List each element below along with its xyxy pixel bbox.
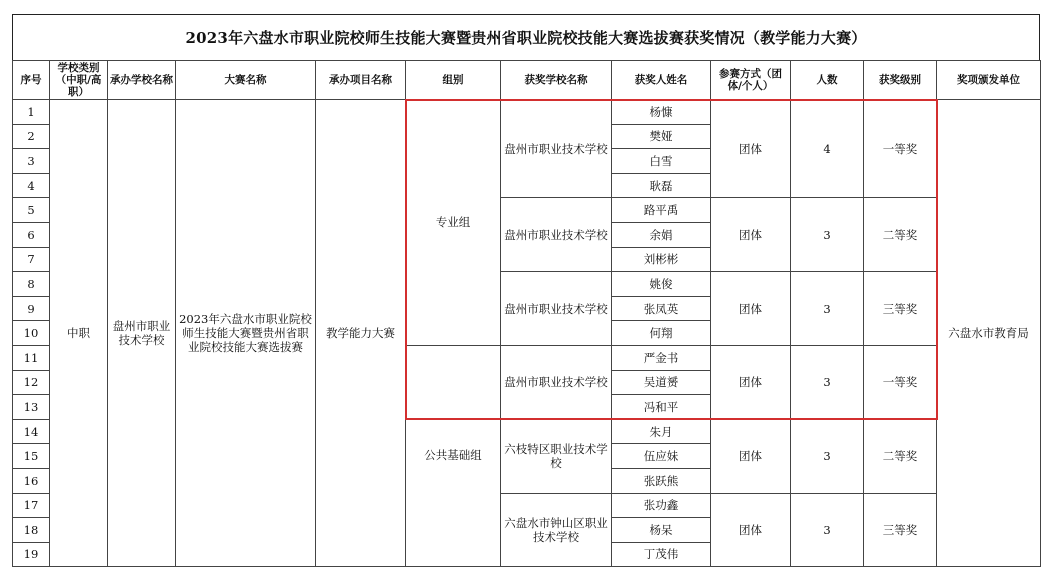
award-table: [12, 60, 1041, 567]
document-title: 2023年六盘水市职业院校师生技能大赛暨贵州省职业院校技能大赛选拔赛获奖情况（教学能力大赛）: [12, 14, 1040, 60]
entry-mode-cell: 团体: [711, 345, 791, 419]
header-winner-school: 获奖学校名称: [501, 61, 612, 100]
header-issuer: 奖项颁发单位: [937, 61, 1041, 100]
header-school-type: 学校类别（中职/高职）: [50, 61, 108, 100]
row-number: 2: [13, 124, 50, 149]
entry-mode-cell: 团体: [711, 100, 791, 198]
group-cell-general: 公共基础组: [406, 419, 501, 567]
entry-mode-cell: 团体: [711, 272, 791, 346]
winner-school-cell: 盘州市职业技术学校: [501, 100, 612, 198]
header-seq: 序号: [13, 61, 50, 100]
winner-name-cell: 杨呆: [612, 518, 711, 543]
row-number: 14: [13, 419, 50, 444]
winner-name-cell: 严金书: [612, 345, 711, 370]
winner-name-cell: 路平禹: [612, 198, 711, 223]
winner-school-cell: 盘州市职业技术学校: [501, 198, 612, 272]
winner-name-cell: 朱月: [612, 419, 711, 444]
entry-mode-cell: 团体: [711, 493, 791, 567]
winner-name-cell: 余娟: [612, 222, 711, 247]
winner-school-cell: 盘州市职业技术学校: [501, 272, 612, 346]
table-header: [13, 61, 1041, 100]
header-entry-mode: 参赛方式（团体/个人）: [711, 61, 791, 100]
winner-name-cell: 伍应妹: [612, 444, 711, 469]
winner-name-cell: 张功鑫: [612, 493, 711, 518]
header-winner-name: 获奖人姓名: [612, 61, 711, 100]
entry-mode-cell: 团体: [711, 198, 791, 272]
winner-name-cell: 刘彬彬: [612, 247, 711, 272]
award-document: [12, 14, 1040, 567]
award-level-cell: 二等奖: [864, 419, 937, 493]
winner-name-cell: 冯和平: [612, 395, 711, 420]
winner-name-cell: 姚俊: [612, 272, 711, 297]
winner-school-cell: 六枝特区职业技术学校: [501, 419, 612, 493]
award-level-cell: 一等奖: [864, 345, 937, 419]
award-level-cell: 三等奖: [864, 493, 937, 567]
row-number: 1: [13, 100, 50, 125]
count-cell: 3: [791, 345, 864, 419]
winner-name-cell: 樊娅: [612, 124, 711, 149]
header-contest-name: 大赛名称: [176, 61, 316, 100]
winner-school-cell: 盘州市职业技术学校: [501, 345, 612, 419]
group-cell-professional: 专业组: [406, 100, 501, 346]
winner-name-cell: 耿磊: [612, 173, 711, 198]
count-cell: 3: [791, 198, 864, 272]
issuer-cell: 六盘水市教育局: [937, 100, 1041, 567]
winner-name-cell: 杨慷: [612, 100, 711, 125]
contest-name-cell: 2023年六盘水市职业院校师生技能大赛暨贵州省职业院校技能大赛选拔赛: [176, 100, 316, 567]
winner-school-cell: 六盘水市钟山区职业技术学校: [501, 493, 612, 567]
winner-name-cell: 白雪: [612, 149, 711, 174]
row-number: 3: [13, 149, 50, 174]
count-cell: 3: [791, 493, 864, 567]
header-count: 人数: [791, 61, 864, 100]
award-level-cell: 一等奖: [864, 100, 937, 198]
winner-name-cell: 丁茂伟: [612, 542, 711, 567]
school-type-cell: 中职: [50, 100, 108, 567]
count-cell: 4: [791, 100, 864, 198]
row-number: 5: [13, 198, 50, 223]
row-number: 12: [13, 370, 50, 395]
table-body: [13, 100, 1041, 567]
row-number: 4: [13, 173, 50, 198]
winner-name-cell: 张跃熊: [612, 468, 711, 493]
group-cell-empty: [406, 345, 501, 419]
count-cell: 3: [791, 419, 864, 493]
header-group: 组别: [406, 61, 501, 100]
row-number: 6: [13, 222, 50, 247]
entry-mode-cell: 团体: [711, 419, 791, 493]
winner-name-cell: 吴道赟: [612, 370, 711, 395]
row-number: 18: [13, 518, 50, 543]
count-cell: 3: [791, 272, 864, 346]
row-number: 7: [13, 247, 50, 272]
row-number: 13: [13, 395, 50, 420]
row-number: 8: [13, 272, 50, 297]
award-level-cell: 三等奖: [864, 272, 937, 346]
row-number: 17: [13, 493, 50, 518]
header-host-school: 承办学校名称: [108, 61, 176, 100]
winner-name-cell: 张凤英: [612, 296, 711, 321]
header-award-level: 获奖级别: [864, 61, 937, 100]
row-number: 9: [13, 296, 50, 321]
winner-name-cell: 何翔: [612, 321, 711, 346]
header-project-name: 承办项目名称: [316, 61, 406, 100]
row-number: 15: [13, 444, 50, 469]
table-row: [13, 100, 1041, 125]
row-number: 10: [13, 321, 50, 346]
project-name-cell: 教学能力大赛: [316, 100, 406, 567]
host-school-cell: 盘州市职业技术学校: [108, 100, 176, 567]
row-number: 11: [13, 345, 50, 370]
row-number: 19: [13, 542, 50, 567]
row-number: 16: [13, 468, 50, 493]
award-level-cell: 二等奖: [864, 198, 937, 272]
